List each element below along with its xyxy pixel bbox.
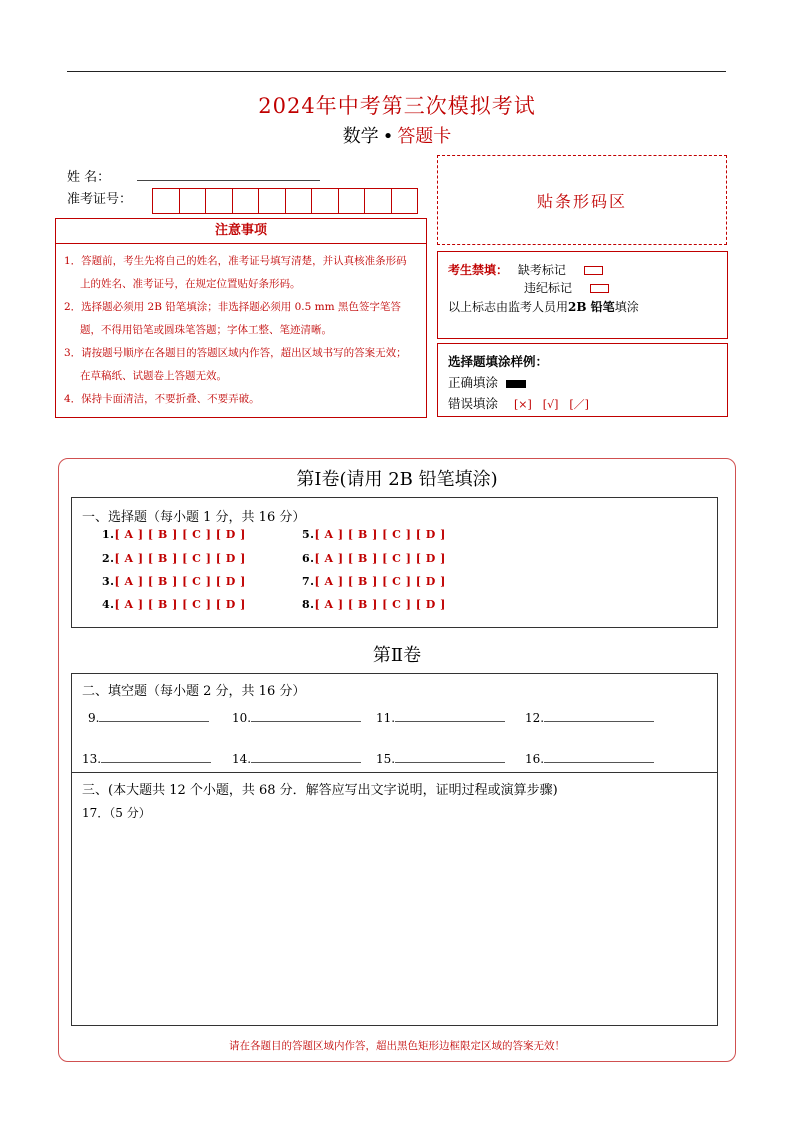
- id-digit-box[interactable]: [233, 189, 260, 213]
- choice-options[interactable]: [ A ] [ B ] [ C ] [ D ]: [114, 598, 246, 611]
- id-digit-box[interactable]: [286, 189, 313, 213]
- fill-blank-line[interactable]: [251, 750, 361, 763]
- choice-row[interactable]: [302, 552, 446, 565]
- choice-section: [71, 497, 718, 628]
- proctor-marks-box: [437, 251, 728, 339]
- id-digit-box[interactable]: [180, 189, 207, 213]
- choice-row[interactable]: [102, 598, 246, 611]
- solve-heading: 三、(本大题共 12 个小题，共 68 分．解答应写出文字说明，证明过程或演算步骤): [82, 783, 558, 798]
- footer-warning: 请在各题目的答题区域内作答，超出黑色矩形边框限定区域的答案无效！: [229, 1040, 565, 1052]
- id-digit-box[interactable]: [392, 189, 418, 213]
- subject: 数学: [342, 126, 379, 147]
- id-digit-box[interactable]: [365, 189, 392, 213]
- choice-row[interactable]: [102, 552, 246, 565]
- choice-heading: 一、选择题（每小题 1 分，共 16 分）: [82, 510, 306, 525]
- choice-options[interactable]: [ A ] [ B ] [ C ] [ D ]: [314, 528, 446, 541]
- question-number: 7.: [302, 575, 315, 588]
- fill-blank-line[interactable]: [251, 709, 361, 722]
- question-number: 6.: [302, 552, 315, 565]
- part1-title: 第Ⅰ卷(请用 2B 铅笔填涂): [296, 469, 498, 490]
- question-number: 1.: [102, 528, 115, 541]
- choice-row[interactable]: [102, 575, 246, 588]
- notice-item: 2．选择题必须用 2B 铅笔填涂；非选择题必须用 0.5 mm 黑色签字笔答题，不得用铅笔或圆珠笔答题；字体工整、笔迹清晰。: [64, 301, 401, 336]
- barcode-area: [437, 155, 727, 245]
- notice-title: 注意事项: [56, 219, 426, 244]
- question-number: 2.: [102, 552, 115, 565]
- violation-mark-label: 违纪标记: [524, 281, 573, 295]
- fill-blank-line[interactable]: [99, 709, 209, 722]
- section-divider: [71, 772, 718, 773]
- exam-id-boxes[interactable]: [152, 188, 418, 214]
- forbid-note-end: 填涂: [614, 300, 639, 314]
- choice-row[interactable]: [102, 528, 246, 541]
- absent-mark-label: 缺考标记: [517, 263, 566, 277]
- fill-blank-item[interactable]: [88, 709, 209, 725]
- fill-blank-item[interactable]: [376, 709, 505, 725]
- name-label: 姓 名：: [67, 170, 111, 185]
- fill-number: 11.: [376, 711, 396, 725]
- choice-row[interactable]: [302, 575, 446, 588]
- choice-row[interactable]: [302, 598, 446, 611]
- fill-blank-line[interactable]: [395, 750, 505, 763]
- id-digit-box[interactable]: [206, 189, 233, 213]
- forbid-note-bold: 2B 铅笔: [568, 300, 615, 314]
- exam-id-label: 准考证号：: [67, 192, 133, 207]
- question-number: 4.: [102, 598, 115, 611]
- violation-mark-box[interactable]: [590, 284, 609, 293]
- id-digit-box[interactable]: [153, 189, 180, 213]
- fill-blank-line[interactable]: [544, 709, 654, 722]
- sample-title: 选择题填涂样例：: [448, 354, 549, 369]
- top-rule: [67, 71, 726, 72]
- fill-sample-box: [437, 343, 728, 417]
- fill-blank-item[interactable]: [525, 750, 654, 766]
- fill-blank-line[interactable]: [395, 709, 505, 722]
- choice-options[interactable]: [ A ] [ B ] [ C ] [ D ]: [314, 552, 446, 565]
- question-number: 3.: [102, 575, 115, 588]
- wrong-fill-label: 错误填涂: [448, 396, 499, 411]
- fill-number: 13.: [82, 752, 102, 766]
- absent-mark-box[interactable]: [584, 266, 603, 275]
- id-digit-box[interactable]: [312, 189, 339, 213]
- barcode-label: 贴条形码区: [536, 191, 627, 211]
- notice-item: 4．保持卡面清洁，不要折叠、不要弄破。: [64, 393, 260, 405]
- id-digit-box[interactable]: [339, 189, 366, 213]
- fill-number: 9.: [88, 711, 100, 725]
- notice-item: 1．答题前，考生先将自己的姓名，准考证号填写清楚，并认真核准条形码上的姓名、准考证号，在规定位置贴好条形码。: [64, 255, 407, 290]
- question-17-label: 17．（5 分）: [82, 806, 151, 820]
- question-17-answer-area[interactable]: [72, 824, 717, 1024]
- choice-options[interactable]: [ A ] [ B ] [ C ] [ D ]: [114, 528, 246, 541]
- fill-blank-item[interactable]: [232, 709, 361, 725]
- question-number: 5.: [302, 528, 315, 541]
- fill-blank-item[interactable]: [376, 750, 505, 766]
- fill-blank-item[interactable]: [82, 750, 211, 766]
- correct-fill-label: 正确填涂: [448, 375, 499, 390]
- choice-row[interactable]: [302, 528, 446, 541]
- wrong-fill-marks: [×] [√] [／]: [514, 398, 589, 411]
- choice-options[interactable]: [ A ] [ B ] [ C ] [ D ]: [314, 598, 446, 611]
- forbid-note: 以上标志由监考人员用: [448, 300, 569, 314]
- fill-number: 15.: [376, 752, 396, 766]
- page-subtitle: [0, 122, 794, 148]
- id-digit-box[interactable]: [259, 189, 286, 213]
- fill-blank-line[interactable]: [101, 750, 211, 763]
- fill-number: 12.: [525, 711, 545, 725]
- fill-blank-line[interactable]: [544, 750, 654, 763]
- forbid-label: 考生禁填：: [448, 263, 509, 277]
- name-input-line[interactable]: [137, 180, 320, 181]
- fill-number: 14.: [232, 752, 252, 766]
- choice-options[interactable]: [ A ] [ B ] [ C ] [ D ]: [314, 575, 446, 588]
- question-number: 8.: [302, 598, 315, 611]
- notice-item: 3．请按题号顺序在各题目的答题区域内作答，超出区域书写的答案无效；在草稿纸、试题卷上答题无效。: [64, 347, 407, 382]
- fill-blank-item[interactable]: [232, 750, 361, 766]
- fill-number: 10.: [232, 711, 252, 725]
- page-title: 2024年中考第三次模拟考试: [258, 94, 536, 118]
- choice-options[interactable]: [ A ] [ B ] [ C ] [ D ]: [114, 552, 246, 565]
- fill-heading: 二、填空题（每小题 2 分，共 16 分）: [82, 684, 306, 699]
- fill-blank-item[interactable]: [525, 709, 654, 725]
- notice-box: [55, 218, 427, 418]
- choice-options[interactable]: [ A ] [ B ] [ C ] [ D ]: [114, 575, 246, 588]
- correct-fill-mark: [506, 380, 526, 388]
- answer-section: [71, 673, 718, 1026]
- part2-title: 第Ⅱ卷: [372, 645, 422, 666]
- fill-number: 16.: [525, 752, 545, 766]
- card-label: 答题卡: [397, 126, 452, 147]
- separator-dot: •: [382, 126, 394, 147]
